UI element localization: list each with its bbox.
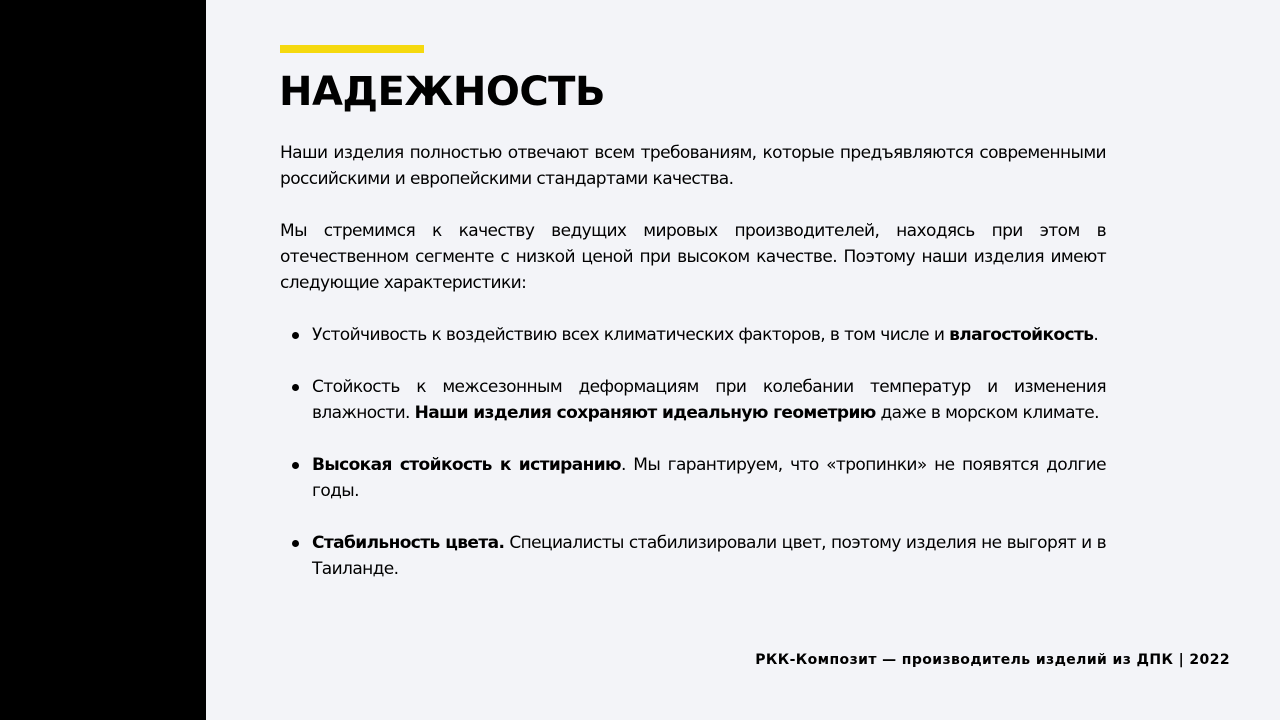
bullet-bold-text: Стабильность цвета.	[312, 533, 505, 553]
intro-paragraph: Наши изделия полностью отвечают всем требованиям, которые предъявляются современными российскими и европейскими стандартами качества.	[280, 143, 1106, 189]
bullet-text: . Мы гарантируем, что «тропинки» не появятся долгие годы.	[312, 455, 1106, 501]
accent-bar	[280, 45, 424, 53]
bullet-dot-icon	[292, 384, 299, 391]
list-item	[280, 452, 1106, 504]
bullet-bold-text: Наши изделия сохраняют идеальную геометрию	[414, 403, 876, 423]
quality-paragraph: Мы стремимся к качеству ведущих мировых производителей, находясь при этом в отечественном сегменте с низкой ценой при высоком качестве. Поэтому наши изделия имеют следующие характеристики:	[280, 221, 1106, 293]
characteristics-list	[280, 322, 1106, 582]
left-black-band	[0, 0, 206, 720]
list-item	[280, 322, 1106, 348]
bullet-text: Стойкость к межсезонным деформациям при колебании температур и изменения влажности.	[312, 377, 1106, 423]
bullet-dot-icon	[292, 462, 299, 469]
bullet-bold-text: Высокая стойкость к истиранию	[312, 455, 621, 475]
list-item	[280, 374, 1106, 426]
bullet-dot-icon	[292, 540, 299, 547]
list-item	[280, 530, 1106, 582]
bullet-bold-text: влагостойкость	[949, 325, 1094, 345]
footer-caption: РКК-Композит — производитель изделий из ДПК | 2022	[755, 652, 1230, 668]
bullet-text: Специалисты стабилизировали цвет, поэтому изделия не выгорят и в Таиланде.	[312, 533, 1106, 579]
bullet-dot-icon	[292, 332, 299, 339]
bullet-text: Устойчивость к воздействию всех климатических факторов, в том числе и	[312, 325, 950, 345]
slide-content	[280, 140, 1106, 608]
bullet-text: .	[1093, 325, 1099, 345]
slide-title: НАДЕЖНОСТЬ	[279, 69, 605, 115]
bullet-text: даже в морском климате.	[875, 403, 1099, 423]
slide	[206, 0, 1280, 720]
